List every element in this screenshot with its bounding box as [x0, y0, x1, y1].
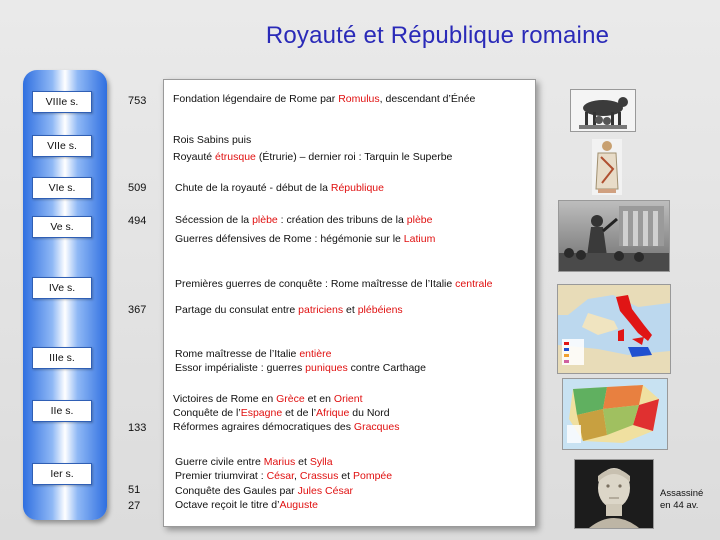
- event-text: Rois Sabins puis: [173, 134, 252, 146]
- event-text: Royauté: [173, 151, 216, 163]
- event-line: [175, 304, 403, 316]
- event-text: Octave reçoit le titre d’: [175, 499, 280, 511]
- event-line: [173, 393, 363, 405]
- event-line: [173, 134, 251, 146]
- event-text: et: [295, 456, 310, 468]
- plebeian-secession-image: [558, 200, 670, 272]
- year-label: 753: [128, 95, 147, 107]
- event-text: Partage du consulat entre: [175, 304, 299, 316]
- event-text: et: [343, 304, 358, 316]
- highlighted-term: Sylla: [309, 456, 333, 468]
- event-text: Victoires de Rome en: [173, 393, 277, 405]
- event-text: et: [338, 470, 353, 482]
- event-text: (Étrurie) – dernier roi : Tarquin le Superbe: [255, 151, 453, 163]
- event-line: [175, 214, 432, 226]
- event-text: Guerre civile entre: [175, 456, 264, 468]
- year-label: 509: [128, 182, 147, 194]
- event-text: : création des tribuns de la: [277, 214, 407, 226]
- year-label: 51: [128, 484, 141, 496]
- event-line: [173, 421, 399, 433]
- century-label: VIe s.: [32, 177, 92, 199]
- event-line: [175, 278, 493, 290]
- event-text: Guerres défensives de Rome : hégémonie sur le: [175, 233, 404, 245]
- highlighted-term: plèbe: [252, 214, 278, 226]
- highlighted-term: Afrique: [316, 407, 350, 419]
- highlighted-term: patriciens: [298, 304, 344, 316]
- highlighted-term: étrusque: [215, 151, 256, 163]
- caption-line: Assassiné: [660, 488, 704, 499]
- event-text: , descendant d’Énée: [379, 93, 476, 105]
- event-text: Sécession de la: [175, 214, 253, 226]
- highlighted-term: entière: [299, 348, 332, 360]
- highlighted-term: plébéiens: [357, 304, 403, 316]
- event-text: Fondation légendaire de Rome par: [173, 93, 339, 105]
- event-line: [175, 348, 331, 360]
- event-text: Conquête de l’: [173, 407, 241, 419]
- highlighted-term: Pompée: [352, 470, 393, 482]
- assassination-caption: [660, 488, 703, 512]
- event-text: Rome maîtresse de l’Italie: [175, 348, 300, 360]
- century-label: IIe s.: [32, 400, 92, 422]
- caption-line: en 44 av.: [660, 500, 699, 511]
- highlighted-term: République: [330, 182, 384, 194]
- century-label: Ier s.: [32, 463, 92, 485]
- event-text: Réformes agraires démocratiques des: [173, 421, 354, 433]
- event-text: et de l’: [282, 407, 317, 419]
- highlighted-term: Espagne: [240, 407, 283, 419]
- event-text: et en: [304, 393, 334, 405]
- event-text: Conquête des Gaules par: [175, 485, 298, 497]
- year-label: 27: [128, 500, 141, 512]
- century-label: VIIIe s.: [32, 91, 92, 113]
- event-line: [173, 407, 390, 419]
- highlighted-term: Orient: [333, 393, 363, 405]
- event-text: du Nord: [349, 407, 390, 419]
- event-text: Essor impérialiste : guerres: [175, 362, 306, 374]
- year-label: 367: [128, 304, 147, 316]
- highlighted-term: Romulus: [338, 93, 380, 105]
- highlighted-term: Latium: [403, 233, 436, 245]
- event-text: contre Carthage: [347, 362, 426, 374]
- year-label: 133: [128, 422, 147, 434]
- century-label: IIIe s.: [32, 347, 92, 369]
- year-label: 494: [128, 215, 147, 227]
- highlighted-term: Auguste: [279, 499, 318, 511]
- highlighted-term: Gracques: [353, 421, 400, 433]
- event-line: [175, 233, 435, 245]
- highlighted-term: puniques: [305, 362, 348, 374]
- event-line: [175, 485, 353, 497]
- century-label: Ve s.: [32, 216, 92, 238]
- event-text: ,: [294, 470, 300, 482]
- event-line: [175, 499, 318, 511]
- highlighted-term: Jules César: [297, 485, 354, 497]
- highlighted-term: plèbe: [406, 214, 433, 226]
- highlighted-term: Crassus: [299, 470, 339, 482]
- highlighted-term: Grèce: [276, 393, 305, 405]
- she-wolf-image: [570, 89, 636, 132]
- etruscan-king-image: [592, 139, 622, 195]
- event-line: [175, 362, 426, 374]
- century-label: VIIe s.: [32, 135, 92, 157]
- event-text: Chute de la royauté - début de la: [175, 182, 331, 194]
- event-text: Premières guerres de conquête : Rome maîtresse de l’Italie: [175, 278, 456, 290]
- event-line: [175, 456, 333, 468]
- event-line: [175, 470, 392, 482]
- event-text: Premier triumvirat :: [175, 470, 267, 482]
- event-line: [175, 182, 384, 194]
- highlighted-term: Marius: [263, 456, 296, 468]
- event-line: [173, 151, 452, 163]
- julius-caesar-bust-image: [574, 459, 654, 529]
- highlighted-term: centrale: [455, 278, 493, 290]
- highlighted-term: César: [266, 470, 295, 482]
- page-title: Royauté et République romaine: [265, 22, 610, 49]
- spain-map-image: [562, 378, 668, 450]
- century-label: IVe s.: [32, 277, 92, 299]
- event-line: [173, 93, 475, 105]
- italy-map-image: [557, 284, 671, 374]
